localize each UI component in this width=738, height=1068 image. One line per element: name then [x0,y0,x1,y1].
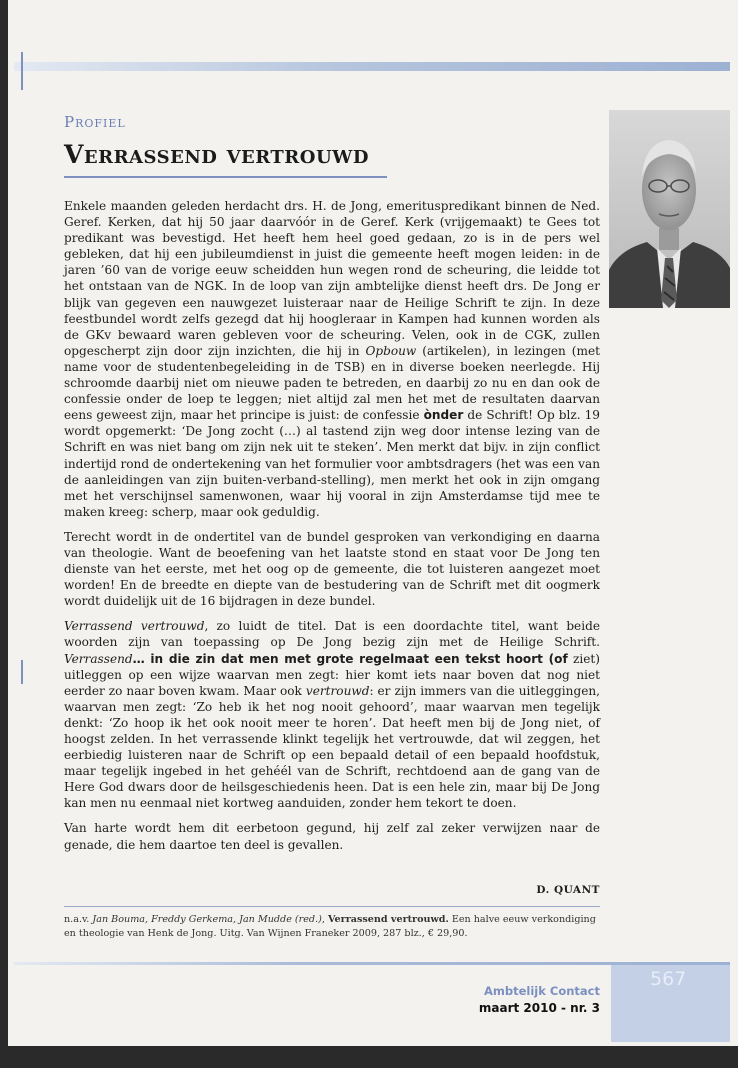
scan-edge-left [0,0,8,1068]
author-byline: D. QUANT [536,884,600,896]
article-paragraph-2: Terecht wordt in de ondertitel van de bundel gesproken van verkondiging en daarna van theologie. Want de beoefening van het laatste stond en staat voor De Jong ten dienste van het eerste, met het oog op de gemeente, die tot luisteren aangezet moet worden! En de breedte en diepte van de bestudering van de Schrift met dit oogmerk wordt duidelijk uit de 16 bijdragen in deze bundel. [64,529,600,609]
margin-mark-top [21,52,23,90]
article-body [64,198,600,862]
scan-edge-bottom [0,1046,738,1068]
article-title: Verrassend vertrouwd [64,140,369,169]
top-decorative-rule [14,62,730,71]
journal-footer [479,984,600,1015]
article-paragraph-4: Van harte wordt hem dit eerbetoon gegund, hij zelf zal zeker verwijzen naar de genade, die hem daartoe ten deel is gevallen. [64,821,600,852]
journal-issue: maart 2010 - nr. 3 [478,1001,600,1015]
footnote-divider [64,906,600,907]
portrait-photo [609,110,730,308]
book-reference-footnote: n.a.v. Jan Bouma, Freddy Gerkema, Jan Mudde (red.), Verrassend vertrouwd. Een halve eeuw verkondiging en theologie van Henk de Jong. Uitg. Van Wijnen Franeker 2009, 287 blz., € 29,90. [64,914,596,939]
journal-name: Ambtelijk Contact [484,984,600,998]
article-paragraph-3: Verrassend vertrouwd, zo luidt de titel. Dat is een doordachte titel, want beide woorden zijn van toepassing op De Jong bezig zijn met de Heilige Schrift. Verrassend… in die zin dat men met grote regelmaat een tekst hoort (of ziet) uitleggen op een wijze waarvan men zegt: hier komt iets naar boven dat nog niet eerder zo naar boven kwam. Maar ook vertrouwd: er zijn immers van die uitleggingen, waarvan men zegt: ‘Zo heb ik het nog nooit gehoord’, maar waarvan men tegelijk denkt: ‘Zo hoop ik het ook nooit meer te horen’. Dat heeft men bij de Jong niet, of hoogst zelden. In het verrassende klinkt tegelijk het vertrouwde, dat wil zeggen, het eerbiedig luisteren naar de Schrift op een bepaald detail of een bepaald hoofdstuk, maar tegelijk ingebed in het gehéél van de Schrift, rechtdoend aan de gang van de Here God dwars door de heilsgeschiedenis heen. Dat is een hele zin, maar bij De Jong kan men nu eenmaal niet kortweg aanduiden, zonder hem tekort te doen. [64,619,600,811]
margin-mark-middle [21,660,23,684]
title-underline [64,176,387,178]
portrait-photo-icon [609,110,730,308]
article-paragraph-1: Enkele maanden geleden herdacht drs. H. de Jong, emerituspredikant binnen de Ned. Geref. Kerken, dat hij 50 jaar daarvóór in de Geref. Kerk (vrijgemaakt) te Gees tot predikant was bevestigd. Het heeft hem heel goed gedaan, zo is in de pers wel gebleken, dat hij een jubileumdienst in juist die gemeente heeft mogen leiden: in de jaren ’60 van de vorige eeuw scheidden hun wegen rond de scheuring, die leidde tot het ontstaan van de NGK. In de loop van zijn ambtelijke dienst heeft drs. De Jong er blijk van gegeven een nauwgezet luisteraar naar de Heilige Schrift te zijn. In deze feestbundel wordt zelfs gezegd dat hij hoogleraar in Kampen had kunnen worden als de GKv bewaard waren gebleven voor de scheuring. Velen, ook in de CGK, zullen opgescherpt zijn door zijn inzichten, die hij in Opbouw (artikelen), in lezingen (met name voor de studentenbegeleiding in de TSB) en in diverse boeken neerlegde. Hij schroomde daarbij niet om nieuwe paden te betreden, en daarbij zo nu en dan ook de confessie onder de loep te leggen; niet altijd zal men het met de resultaten daarvan eens geweest zijn, maar het principe is juist: de confessie ònder de Schrift! Op blz. 19 wordt opgemerkt: ‘De Jong zocht (…) al tastend zijn weg door intense lezing van de Schrift en was niet bang om zijn nek uit te steken’. Men merkt dat bijv. in zijn conflict indertijd rond de ondertekening van het formulier voor ambtsdragers (het was een van de aanleidingen van zijn buiten-verband-stelling), men merkt het ook in zijn omgang met het verschijnsel samenwonen, waar hij vooral in zijn Amsterdamse tijd mee te maken kreeg: scherp, maar ook geduldig. [64,199,601,519]
section-label: Profiel [64,113,126,131]
page-number: 567 [650,968,687,990]
